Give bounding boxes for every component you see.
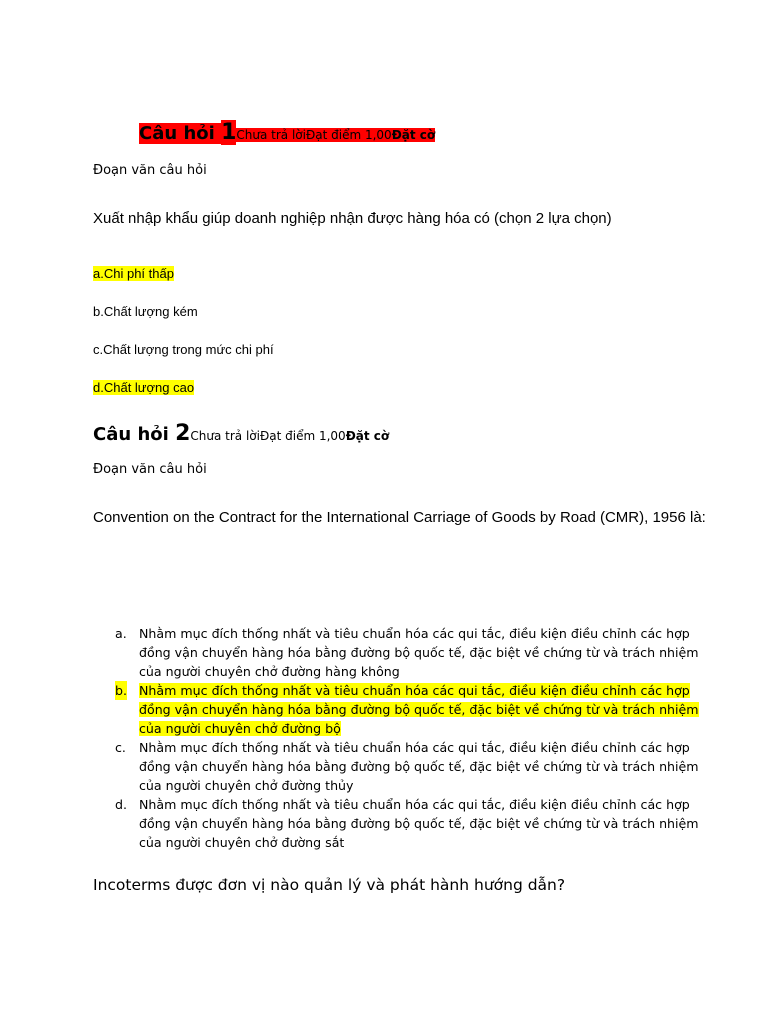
- option-line: của người chuyên chở đường bộ: [139, 721, 341, 736]
- question-1-option-c[interactable]: [93, 342, 274, 357]
- question-2-points: Đạt điểm 1,00: [259, 429, 346, 443]
- option-line: của người chuyên chở đường thủy: [139, 778, 354, 793]
- question-1-option-b[interactable]: [93, 304, 198, 319]
- option-text: a.Chi phí thấp: [93, 266, 174, 281]
- question-1-text-label: Đoạn văn câu hỏi: [93, 163, 207, 178]
- question-1-prompt: Xuất nhập khẩu giúp doanh nghiệp nhận được hàng hóa có (chọn 2 lựa chọn): [93, 210, 612, 227]
- question-2-options: [115, 624, 699, 852]
- option-text: b.Chất lượng kém: [93, 304, 198, 319]
- question-1-flag-button[interactable]: Đặt cờ: [391, 128, 436, 142]
- question-2-prompt: Convention on the Contract for the International Carriage of Goods by Road (CMR), 1956 là:: [93, 509, 706, 526]
- option-line: của người chuyên chở đường sắt: [139, 835, 345, 850]
- question-2-flag-button[interactable]: Đặt cờ: [345, 429, 390, 443]
- question-1-number: 1: [221, 120, 237, 145]
- question-2-option-d[interactable]: [115, 795, 699, 852]
- question-3-prompt: Incoterms được đơn vị nào quản lý và phát hành hướng dẫn?: [93, 876, 566, 894]
- question-1-points: Đạt điểm 1,00: [305, 128, 392, 142]
- option-line: Nhằm mục đích thống nhất và tiêu chuẩn hóa các qui tắc, điều kiện điều chỉnh các hợp: [139, 626, 690, 641]
- option-line: Nhằm mục đích thống nhất và tiêu chuẩn hóa các qui tắc, điều kiện điều chỉnh các hợp: [139, 683, 690, 698]
- question-2-number: 2: [175, 421, 191, 446]
- question-1-status: Chưa trả lời: [236, 128, 306, 142]
- option-text: d.Chất lượng cao: [93, 380, 195, 395]
- option-text: c.Chất lượng trong mức chi phí: [93, 342, 274, 357]
- question-1-option-d[interactable]: [93, 380, 194, 395]
- option-line: của người chuyên chở đường hàng không: [139, 664, 400, 679]
- option-line: đồng vận chuyển hàng hóa bằng đường bộ quốc tế, đặc biệt về chứng từ và trách nhiệm: [139, 645, 699, 660]
- question-2-title: Câu hỏi: [93, 424, 176, 445]
- option-line: đồng vận chuyển hàng hóa bằng đường bộ quốc tế, đặc biệt về chứng từ và trách nhiệm: [139, 702, 699, 717]
- question-2-text-label: Đoạn văn câu hỏi: [93, 462, 207, 477]
- option-letter: d.: [115, 797, 127, 812]
- question-2-heading: [93, 419, 389, 449]
- option-letter: b.: [115, 683, 127, 698]
- option-line: Nhằm mục đích thống nhất và tiêu chuẩn hóa các qui tắc, điều kiện điều chỉnh các hợp: [139, 740, 690, 755]
- question-1-title: Câu hỏi: [139, 123, 222, 144]
- question-1-heading: [139, 118, 435, 148]
- option-letter: a.: [115, 626, 127, 641]
- option-line: đồng vận chuyển hàng hóa bằng đường bộ quốc tế, đặc biệt về chứng từ và trách nhiệm: [139, 759, 699, 774]
- question-2-option-c[interactable]: [115, 738, 699, 795]
- question-2-option-b[interactable]: [115, 681, 699, 738]
- option-letter: c.: [115, 740, 126, 755]
- option-line: đồng vận chuyển hàng hóa bằng đường bộ quốc tế, đặc biệt về chứng từ và trách nhiệm: [139, 816, 699, 831]
- question-2-status: Chưa trả lời: [190, 429, 260, 443]
- question-2-option-a[interactable]: [115, 624, 699, 681]
- question-1-option-a[interactable]: [93, 266, 174, 281]
- option-line: Nhằm mục đích thống nhất và tiêu chuẩn hóa các qui tắc, điều kiện điều chỉnh các hợp: [139, 797, 690, 812]
